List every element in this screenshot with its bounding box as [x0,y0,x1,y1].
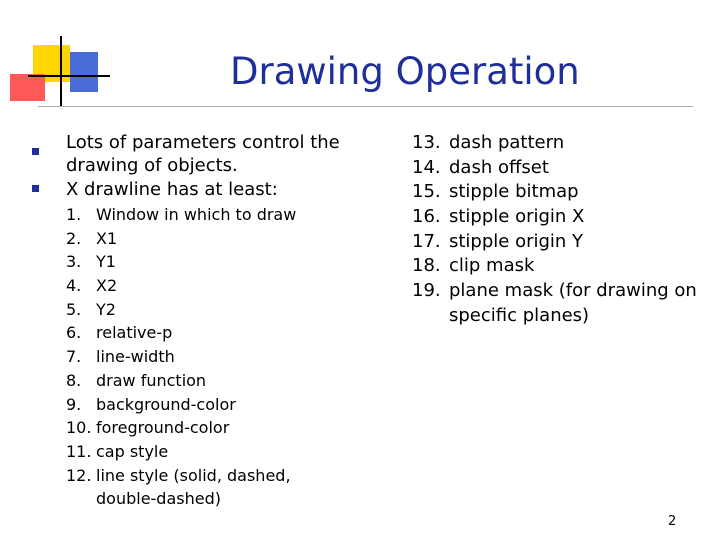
title-divider [38,106,693,107]
list-item-text: clip mask [449,255,535,277]
parameter-list-left [66,203,331,511]
list-item-text: relative-p [96,323,173,343]
list-item-number: 6. [66,323,82,343]
list-item-number: 11. [66,441,92,461]
list-item [412,279,699,328]
list-item-text: Y2 [96,299,116,319]
list-item [66,321,331,345]
list-item-text: dash offset [449,156,549,178]
list-item [66,393,331,417]
list-item-number: 4. [66,276,82,296]
list-item-text: foreground-color [96,418,230,438]
list-item-number: 14. [412,156,441,178]
list-item-number: 16. [412,206,441,228]
list-item [412,131,699,156]
list-item-text: stipple origin X [449,206,585,228]
list-item-text: Y1 [96,252,116,272]
list-item-number: 1. [66,205,82,224]
list-item [66,203,331,227]
list-item-text: dash pattern [449,132,565,153]
list-item [412,205,699,230]
list-item [66,274,331,298]
list-item-text: stipple bitmap [449,181,579,203]
decorative-vertical-line [60,36,62,106]
square-bullet-icon [32,148,39,155]
list-item-text: cap style [96,441,169,461]
list-item [412,180,699,205]
list-item [412,156,699,181]
list-item [66,250,331,274]
list-item-number: 17. [412,230,441,252]
list-item-number: 13. [412,132,441,153]
bullet-text: X drawline has at least: [66,179,278,200]
list-item-number: 3. [66,252,82,272]
list-item [66,464,331,511]
list-item-number: 10. [66,418,92,438]
list-item-number: 12. [66,465,92,485]
list-item-number: 8. [66,370,82,390]
bullet-text: Lots of parameters control the drawing of objects. [66,132,340,176]
list-item-number: 7. [66,347,82,367]
square-bullet-icon [32,185,39,192]
list-item-text: line style (solid, dashed, double-dashed) [96,465,291,509]
list-item [66,369,331,393]
list-item-text: line-width [96,347,175,367]
parameter-list-right [412,131,699,329]
list-item-text: plane mask (for drawing on specific planes) [449,280,697,326]
list-item-text: X2 [96,276,118,296]
list-item-number: 18. [412,255,441,277]
list-item-number: 15. [412,181,441,203]
list-item-text: draw function [96,370,207,390]
list-item [66,345,331,369]
list-item-number: 5. [66,299,82,319]
decorative-red-square [10,74,45,101]
list-item [66,227,331,251]
list-item-text: stipple origin Y [449,230,584,252]
list-item-number: 9. [66,394,82,414]
slide-title: Drawing Operation [230,50,580,93]
list-item [66,416,331,440]
page-number: 2 [668,514,677,529]
list-item [412,230,699,255]
list-item-text: background-color [96,394,236,414]
list-item [66,298,331,322]
decorative-blue-square [70,52,98,92]
list-item-text: X1 [96,228,118,248]
list-item [412,254,699,279]
decorative-horizontal-line [28,75,110,77]
list-item-number: 19. [412,280,441,302]
list-item-text: Window in which to draw [96,205,297,224]
list-item-number: 2. [66,228,82,248]
list-item [66,440,331,464]
